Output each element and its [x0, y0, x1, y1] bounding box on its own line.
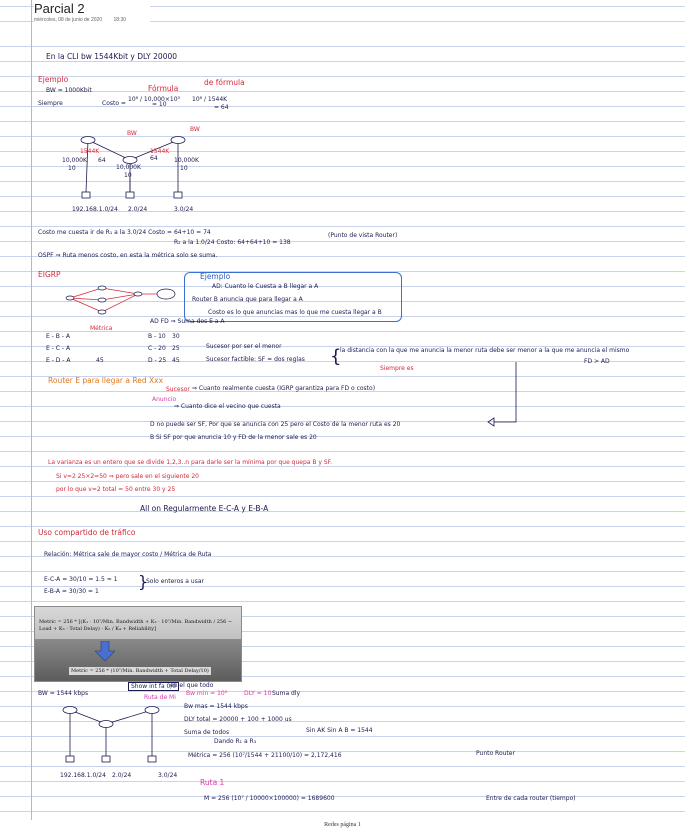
page-header	[34, 0, 150, 23]
topo-cost-3: 10	[68, 165, 76, 172]
show-int-note: en el que todo	[170, 682, 214, 689]
net-5: 2.0/24	[112, 772, 132, 779]
punto-vista: (Punto de vista Router)	[328, 232, 398, 239]
dando-line: Dando R₁ a R₃	[214, 738, 257, 745]
route-row-2-label: E - C - A	[46, 345, 71, 352]
suma-todos-line: Suma de todos	[184, 729, 230, 736]
eigrp-metric-formula-image	[34, 606, 242, 682]
bw-line: BW = 1000Kbit	[46, 87, 92, 94]
topo-cost-2: 64	[150, 155, 158, 162]
sucesor-label: Sucesor	[166, 386, 190, 393]
arrow-connector	[486, 360, 526, 430]
formula-full: Metric = 256 * [(K₁ · 10⁷/Min. Bandwidth + K₂ · 10⁷/Min. Bandwidth / 256 − Load + K₃ · Total Delay) · K₅ / K₄ + Reliability]	[39, 619, 233, 632]
formula-simplified: Metric = 256 * (10⁷/Min. Bandwidth + Total Delay/10)	[71, 668, 209, 674]
net-3: 3.0/24	[174, 206, 194, 213]
siempre-es-label: Siempre es	[380, 365, 414, 372]
uso-compartido-heading: Uso compartido de tráfico	[38, 528, 136, 537]
sucesor-factible-line: Sucesor factible: SF = dos reglas	[206, 356, 305, 363]
bw-label-1: BW	[127, 130, 137, 137]
b-si-sf-line: B Si SF por que anuncia 10 y FD de la menor sale es 20	[150, 434, 317, 441]
eca-line: E-C-A = 30/10 = 1.5 ≈ 1	[44, 576, 118, 583]
eigrp-heading: EIGRP	[38, 270, 61, 279]
route-row-3-ad: D - 25	[148, 357, 167, 364]
metrica-label: Métrica	[90, 325, 113, 332]
d-no-sf-line: D no puede ser SF, Por que se anuncia con 25 pero el Costo de la menor ruta es 20	[150, 421, 401, 428]
ad-fd-line: AD FD ⇒ Suma dos E a A	[150, 318, 225, 325]
brace-1: {	[330, 346, 342, 367]
costo-eq-2: = 64	[214, 104, 229, 111]
sucesor-line: Sucesor por ser el menor	[206, 343, 282, 350]
topology-diagram-1	[56, 130, 216, 216]
page-dateline	[34, 17, 136, 23]
route-row-1-ad: B - 10	[148, 333, 166, 340]
eba-line: E-B-A = 30/30 = 1	[44, 588, 99, 595]
ejemplo-box-line-2: Router B anuncia que para llegar a A	[192, 296, 303, 303]
costo-text: Costo =	[102, 100, 126, 107]
ruta-mi-label: Ruta de Mi	[144, 694, 176, 701]
fd-ad-rule: FD > AD	[584, 358, 610, 365]
bw-min-line: Bw min = 10⁸	[186, 690, 228, 697]
bw-label-2: BW	[190, 126, 200, 133]
punto-router: Punto Router	[476, 750, 515, 757]
topo-cost-1: 64	[98, 157, 106, 164]
route-row-3-label: E - D - A	[46, 357, 71, 364]
page-margin	[31, 0, 32, 820]
net-1: 192.168.1.0/24	[72, 206, 118, 213]
page-title: Parcial 2	[34, 1, 85, 16]
cuanto-cuesta-line: ⇒ Cuanto realmente cuesta (IGRP garantiza para FD o costo)	[192, 385, 376, 392]
si-v-line: Si v=2 25×2=50 ⇒ pero sale en el siguiente 20	[56, 473, 199, 480]
topo-bw-3: 10,000K	[62, 157, 87, 164]
route-row-3-mid: 45	[96, 357, 104, 364]
route-row-2-ad: C - 20	[148, 345, 166, 352]
topology-diagram-2	[56, 700, 176, 772]
topo-bw-4: 10,000K	[116, 164, 141, 171]
ejemplo-heading: Ejemplo	[38, 75, 69, 84]
costo-eq-1: = 10	[152, 101, 167, 108]
page-footer: Redes página 1	[324, 822, 361, 828]
ejemplo-box-line-3: Costo es lo que anuncias mas lo que me cuesta llegar a B	[208, 309, 382, 316]
topo-bw-2: 1544K	[150, 148, 170, 155]
formula-arrow-icon	[95, 641, 115, 663]
cli-line: En la CLI bw 1544Kbit y DLY 20000	[46, 52, 178, 61]
page-time: 18:30	[113, 17, 127, 23]
bw-1544-line: BW = 1544 kbps	[38, 690, 89, 697]
dly-total-line: DLY total = 20000 + 100 + 1000 us	[184, 716, 292, 723]
topo-bw-5: 10,000K	[174, 157, 199, 164]
brace-2: }	[138, 572, 149, 591]
show-int-box: Show int fa 0/0	[128, 682, 179, 691]
distancia-rule: la distancia con la que me anuncia la menor ruta debe ser menor a la que me anuncia el mismo	[340, 347, 630, 354]
topo-cost-5: 10	[180, 165, 188, 172]
m-calc: M = 256 (10⁷ / 10000×100000) = 1689600	[204, 795, 335, 802]
ruta-1-label: Ruta 1	[200, 778, 225, 787]
net-4: 192.168.1.0/24	[60, 772, 106, 779]
entre-cada-router: Entre de cada router (tiempo)	[486, 795, 576, 802]
all-on-line: All on Regularmente E-C-A y E-B-A	[140, 504, 269, 513]
varianza-line: La varianza es un entero que se divide 1,2,3..n para darle ser la mínima por que quepa B y SF.	[48, 459, 333, 466]
sin-ak-line: Sin AK Sin A B = 1544	[306, 727, 373, 734]
route-row-1-fd: 30	[172, 333, 180, 340]
route-row-3-fd: 45	[172, 357, 180, 364]
net-6: 3.0/24	[158, 772, 178, 779]
topo-cost-4: 10	[124, 172, 132, 179]
cuanto-dice-line: ⇒ Cuanto dice el vecino que cuesta	[174, 403, 281, 410]
bw-mas-line: Bw mas = 1544 kbps	[184, 703, 248, 710]
relacion-line: Relación: Métrica sale de mayor costo / Métrica de Ruta	[44, 551, 212, 558]
metrica-calc: Métrica = 256 (10⁷/1544 + 21100/10) = 2,172,416	[188, 752, 342, 759]
formula-label: Fórmula	[148, 84, 179, 93]
net-2: 2.0/24	[128, 206, 148, 213]
anuncio-label: Anuncio	[152, 396, 177, 403]
siempre-text: Siempre	[38, 100, 63, 107]
ospf-line: OSPF ⇒ Ruta menos costo, en esta la métrica solo se suma.	[38, 252, 218, 259]
ejemplo-box-line-1: AD: Cuanto le Cuesta a B llegar a A	[212, 283, 319, 290]
eigrp-topology	[62, 280, 182, 316]
por-lo-line: por lo que v=2 total = 50 entre 30 y 25	[56, 486, 176, 493]
costo-fraction-2: 10⁸ / 1544K	[192, 96, 228, 103]
route-row-2-fd: 25	[172, 345, 180, 352]
dly-10-line: DLY = 10	[244, 690, 272, 697]
ejemplo-box-title: Ejemplo	[200, 272, 231, 281]
solo-enteros: Solo enteros a usar	[146, 578, 204, 585]
suma-dly-line: Suma dly	[272, 690, 301, 697]
topo-bw-1: 1544K	[80, 148, 100, 155]
page-date: miércoles, 08 de junio de 2020	[34, 17, 103, 23]
costo-ruta-1: Costo me cuesta ir de R₁ a la 3.0/24 Costo = 64+10 = 74	[38, 229, 211, 236]
router-e-line: Router E para llegar a Red Xxx	[48, 376, 164, 385]
de-formula-label: de fórmula	[204, 78, 245, 87]
costo-fraction-1: 10⁸ / 10,000×10³	[128, 96, 180, 103]
route-row-1-label: E - B - A	[46, 333, 70, 340]
costo-ruta-2: R₂ a la 1.0/24 Costo: 64+64+10 = 138	[174, 239, 291, 246]
